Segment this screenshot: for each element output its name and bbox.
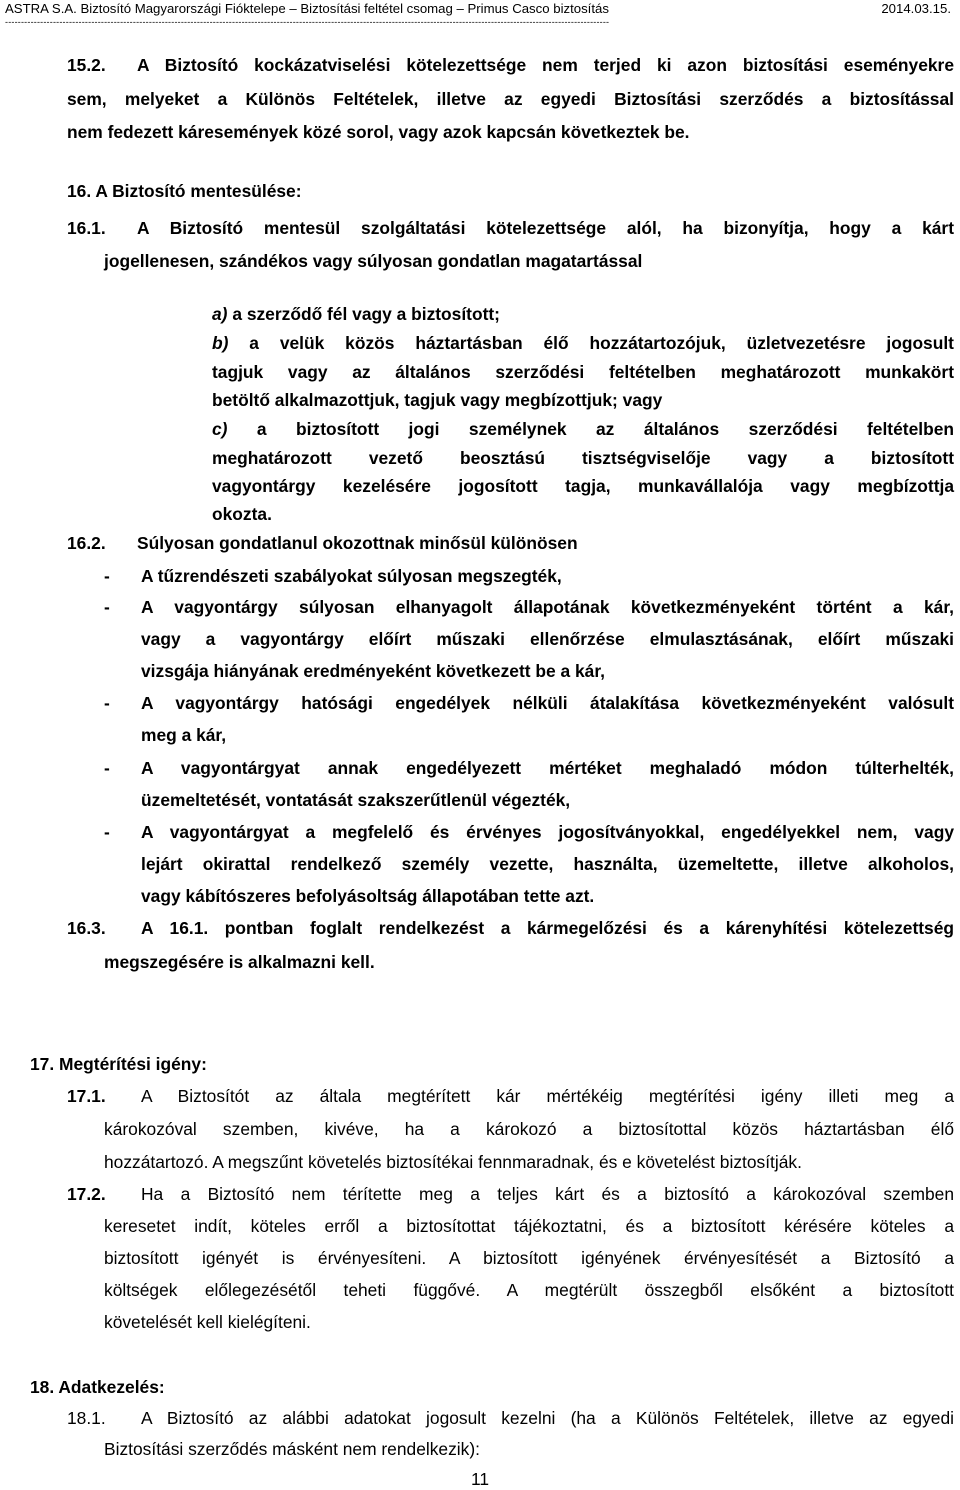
item-c-text-1: a biztosított jogi személynek az általános szerződési feltételben [256, 419, 954, 439]
clause-17-1-line-3: hozzátartozó. A megszűnt követelés biztosítékai fennmaradnak, és e követelést biztosítják. [104, 1152, 802, 1172]
item-b-line-3: betöltő alkalmazottjuk, tagjuk vagy megbízottjuk; vagy [212, 390, 663, 410]
clause-17-1-line-2: károkozóval szemben, kivéve, ha a károkozó a biztosítottal közös háztartásban élő [104, 1119, 954, 1139]
item-c-label: c) [212, 419, 228, 439]
bullet-dash: - [104, 693, 110, 713]
bullet-dash: - [104, 758, 110, 778]
section-16-heading: 16. A Biztosító mentesülése: [67, 181, 302, 201]
bullet-5-line-3: vagy kábítószeres befolyásoltság állapotában tette azt. [141, 886, 595, 906]
bullet-5-line-1: A vagyontárgyat a megfelelő és érvényes jogosítványokkal, engedélyekkel nem, vagy [141, 822, 954, 842]
clause-number-16-3: 16.3. [67, 918, 106, 938]
bullet-dash: - [104, 566, 110, 586]
clause-17-1-line-1: A Biztosítót az általa megtérített kár mértékéig megtérítési igény illeti meg a [141, 1086, 954, 1106]
clause-18-1-line-2: Biztosítási szerződés másként nem rendelkezik): [104, 1439, 480, 1459]
bullet-2-line-1: A vagyontárgy súlyosan elhanyagolt állapotának következményeként történt a kár, [141, 597, 954, 617]
clause-number-16-2: 16.2. [67, 533, 106, 553]
clause-17-2-line-5: követelését kell kielégíteni. [104, 1312, 311, 1332]
item-b-label: b) [212, 333, 229, 353]
clause-16-3-line-1: A 16.1. pontban foglalt rendelkezést a kármegelőzési és a kárenyhítési kötelezettség [141, 918, 954, 938]
item-c-line-3: vagyontárgy kezelésére jogosított tagja, munkavállalója vagy megbízottja [212, 476, 954, 496]
item-b-text-1: a velük közös háztartásban élő hozzátartozójuk, üzletvezetésre jogosult [249, 333, 954, 353]
clause-number-16-1: 16.1. [67, 218, 106, 238]
page-number: 11 [470, 1469, 490, 1489]
clause-17-2-line-3: biztosított igényét is érvényesíteni. A biztosított igényének érvényesítését a Biztosító a [104, 1248, 954, 1268]
bullet-5-line-2: lejárt okirattal rendelkező személy vezette, használta, üzemeltette, illetve alkoholos, [141, 854, 954, 874]
item-a-label: a) [212, 304, 228, 324]
clause-18-1-line-1: A Biztosító az alábbi adatokat jogosult kezelni (ha a Különös Feltételek, illetve az egyedi [141, 1408, 954, 1428]
section-17-heading: 17. Megtérítési igény: [30, 1054, 207, 1074]
clause-15-2-line-2: sem, melyeket a Különös Feltételek, illetve az egyedi Biztosítási szerződés a biztosítással [67, 89, 954, 109]
header-rule: --------------------------------------------------------------------------------------------------------------------------------------------------------------------------------------------- [5, 19, 610, 26]
item-c-line-2: meghatározott vezető beosztású tisztségviselője vagy a biztosított [212, 448, 954, 468]
bullet-2-line-2: vagy a vagyontárgy előírt műszaki ellenőrzése elmulasztásának, előírt műszaki [141, 629, 954, 649]
bullet-dash: - [104, 597, 110, 617]
clause-17-2-line-4: költségek előlegezésétől teheti függővé. A megtérült összegből elsőként a biztosított [104, 1280, 954, 1300]
bullet-3-line-2: meg a kár, [141, 725, 227, 745]
item-a [212, 303, 500, 325]
clause-number-15-2: 15.2. [67, 55, 106, 75]
clause-15-2-line-1: A Biztosító kockázatviselési kötelezettsége nem terjed ki azon biztosítási eseményekre [137, 55, 954, 75]
clause-15-2-line-3: nem fedezett káresemények közé sorol, vagy azok kapcsán következtek be. [67, 122, 690, 142]
clause-number-17-2: 17.2. [67, 1184, 106, 1204]
clause-16-1-line-1: A Biztosító mentesül szolgáltatási kötelezettsége alól, ha bizonyítja, hogy a kárt [137, 218, 954, 238]
header-date: 2014.03.15. [881, 1, 951, 16]
bullet-3-line-1: A vagyontárgy hatósági engedélyek nélküli átalakítása következményeként valósult [141, 693, 954, 713]
clause-16-1-line-2: jogellenesen, szándékos vagy súlyosan gondatlan magatartással [104, 251, 643, 271]
bullet-dash: - [104, 822, 110, 842]
item-b-line-2: tagjuk vagy az általános szerződési feltételben meghatározott munkakört [212, 362, 954, 382]
bullet-1-line-1: A tűzrendészeti szabályokat súlyosan megszegték, [141, 566, 562, 586]
clause-17-2-line-1: Ha a Biztosító nem térítette meg a teljes kárt és a biztosító a károkozóval szemben [141, 1184, 954, 1204]
item-a-text: a szerződő fél vagy a biztosított; [232, 304, 500, 324]
item-c-line-1 [212, 418, 954, 440]
bullet-4-line-1: A vagyontárgyat annak engedélyezett mértéket meghaladó módon túlterhelték, [141, 758, 954, 778]
item-c-line-4: okozta. [212, 504, 272, 524]
clause-number-18-1: 18.1. [67, 1408, 106, 1428]
clause-17-2-line-2: keresetet indít, köteles erről a biztosítottat tájékoztatni, és a biztosított kérésére köteles a [104, 1216, 954, 1236]
section-18-heading: 18. Adatkezelés: [30, 1377, 165, 1397]
header-title: ASTRA S.A. Biztosító Magyarországi Fióktelepe – Biztosítási feltétel csomag – Primus Casco biztosítás [5, 1, 609, 16]
clause-16-3-line-2: megszegésére is alkalmazni kell. [104, 952, 375, 972]
bullet-2-line-3: vizsgája hiányának eredményeként következett be a kár, [141, 661, 605, 681]
page-header [5, 0, 953, 26]
item-b-line-1 [212, 332, 954, 354]
clause-number-17-1: 17.1. [67, 1086, 106, 1106]
clause-16-2-intro: Súlyosan gondatlanul okozottnak minősül különösen [137, 533, 578, 553]
bullet-4-line-2: üzemeltetését, vontatását szakszerűtlenül végezték, [141, 790, 571, 810]
